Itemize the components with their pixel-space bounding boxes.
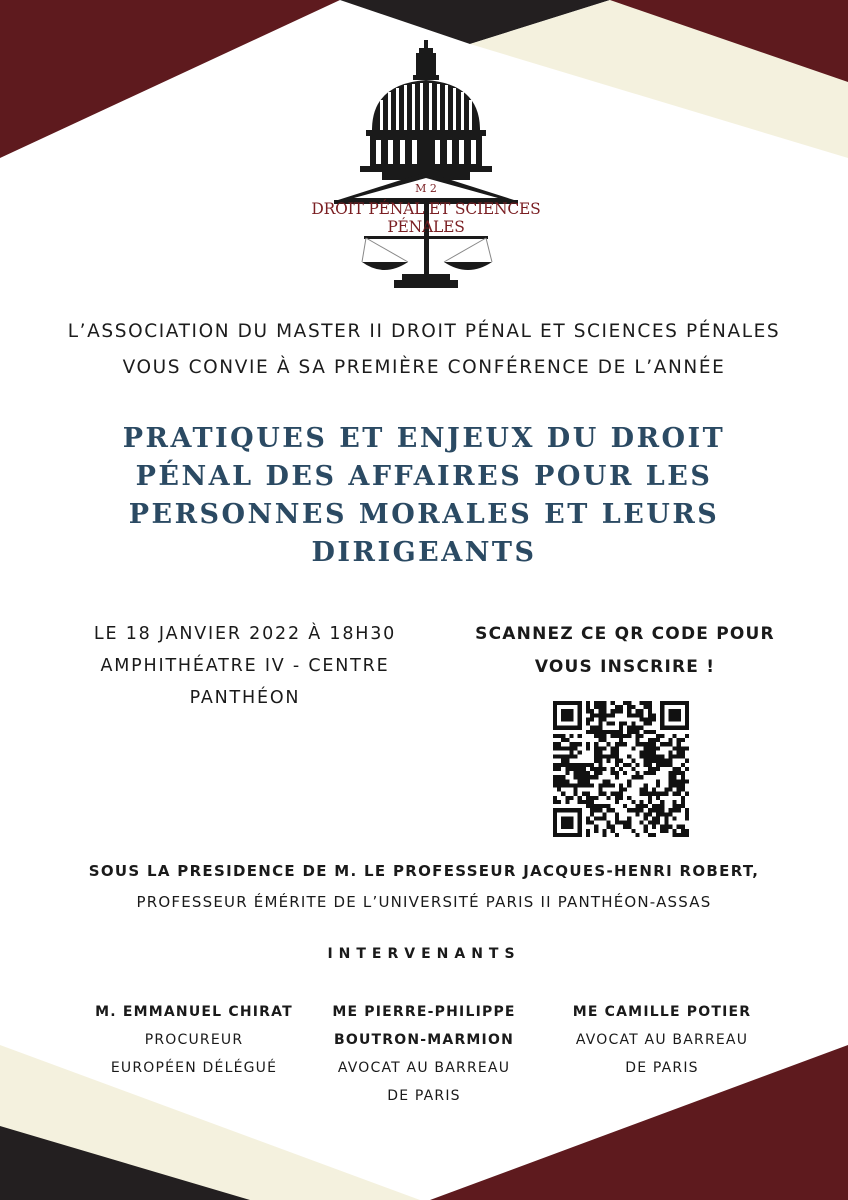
title-line-2: PÉNAL DES AFFAIRES POUR LES <box>135 461 713 492</box>
event-details <box>70 618 420 714</box>
registration-line-2: VOUS INSCRIRE ! <box>534 657 716 677</box>
intervenants-heading: INTERVENANTS <box>327 946 521 962</box>
conference-title <box>64 420 784 572</box>
presidence-line-2: PROFESSEUR ÉMÉRITE DE L’UNIVERSITÉ PARIS II PANTHÉON-ASSAS <box>136 893 712 911</box>
speaker-3 <box>542 998 782 1082</box>
event-location-1: AMPHITHÉATRE IV - CENTRE <box>100 656 390 676</box>
speaker-1-role-1: PROCUREUR <box>144 1032 244 1048</box>
logo-subtitle: DROIT PÉNAL ET SCIENCES PÉNALES <box>311 200 541 236</box>
intro-line-1: L’ASSOCIATION DU MASTER II DROIT PÉNAL ET SCIENCES PÉNALES <box>67 321 781 342</box>
title-line-3: PERSONNES MORALES ET LEURS <box>128 499 720 530</box>
registration-prompt <box>470 618 780 684</box>
intro-line-2: VOUS CONVIE À SA PREMIÈRE CONFÉRENCE DE L’ANNÉE <box>122 357 726 378</box>
title-line-1: PRATIQUES ET ENJEUX DU DROIT <box>122 423 726 454</box>
pantheon-scales-logo <box>284 38 574 300</box>
event-location-2: PANTHÉON <box>189 688 301 708</box>
event-date: LE 18 JANVIER 2022 À 18H30 <box>93 624 397 644</box>
title-line-4: DIRIGEANTS <box>311 537 537 568</box>
registration-qr-code[interactable] <box>553 701 689 837</box>
registration-line-1: SCANNEZ CE QR CODE POUR <box>475 624 775 644</box>
speaker-2-role-2: DE PARIS <box>387 1088 461 1104</box>
speaker-2-name-1: ME PIERRE-PHILIPPE <box>332 1004 516 1020</box>
speaker-1 <box>74 998 314 1082</box>
speaker-2 <box>304 998 544 1110</box>
speaker-3-role-2: DE PARIS <box>625 1060 699 1076</box>
speaker-2-role-1: AVOCAT AU BARREAU <box>337 1060 511 1076</box>
speaker-1-name: M. EMMANUEL CHIRAT <box>95 1004 293 1020</box>
logo-m2-mark: M 2 <box>415 182 437 195</box>
speaker-3-name: ME CAMILLE POTIER <box>572 1004 752 1020</box>
speaker-1-role-2: EUROPÉEN DÉLÉGUÉ <box>110 1060 278 1076</box>
speaker-3-role-1: AVOCAT AU BARREAU <box>575 1032 749 1048</box>
presidence-line-1: SOUS LA PRESIDENCE DE M. LE PROFESSEUR JACQUES-HENRI ROBERT, <box>88 862 760 880</box>
speaker-2-name-2: BOUTRON-MARMION <box>333 1032 514 1048</box>
